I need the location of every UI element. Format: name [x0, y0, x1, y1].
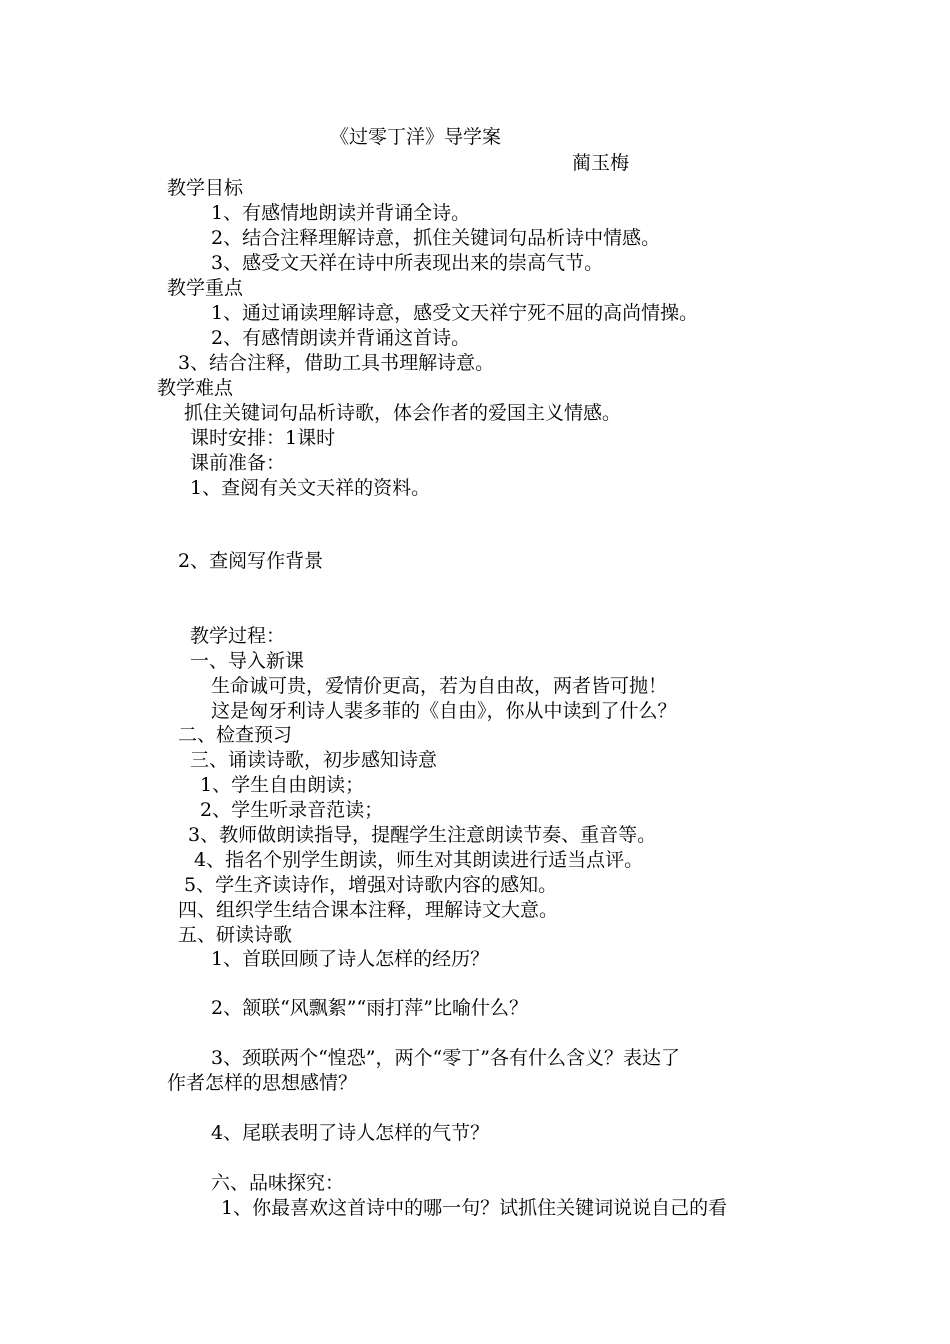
schedule-text: 课时安排：1课时 — [190, 427, 336, 449]
study-heading: 五、研读诗歌 — [178, 924, 293, 946]
difficulty-text: 抓住关键词句品析诗歌，体会作者的爱国主义情感。 — [184, 402, 622, 424]
difficulty-heading: 教学难点 — [157, 377, 234, 399]
study-question: 3、颈联两个“惶恐”，两个“零丁”各有什么含义？表达了 — [211, 1047, 680, 1069]
explore-heading: 六、品味探究： — [211, 1172, 345, 1194]
key-point-item: 1、通过诵读理解诗意，感受文天祥宁死不屈的高尚情操。 — [211, 302, 699, 324]
study-question: 2、颔联“风飘絮”“雨打萍”比喻什么？ — [211, 997, 528, 1019]
recite-heading: 三、诵读诗歌，初步感知诗意 — [190, 749, 438, 771]
prep-item: 2、查阅写作背景 — [178, 550, 324, 572]
study-question: 4、尾联表明了诗人怎样的气节？ — [211, 1122, 490, 1144]
author-name: 蔺玉梅 — [572, 152, 630, 174]
key-point-item: 3、结合注释，借助工具书理解诗意。 — [178, 352, 495, 374]
goal-item: 1、有感情地朗读并背诵全诗。 — [211, 202, 471, 224]
intro-line: 这是匈牙利诗人裴多菲的《自由》，你从中读到了什么？ — [211, 700, 677, 722]
key-points-heading: 教学重点 — [167, 277, 244, 299]
prep-heading: 课前准备： — [190, 452, 286, 474]
annotate-heading: 四、组织学生结合课本注释，理解诗文大意。 — [178, 899, 559, 921]
goals-heading: 教学目标 — [167, 177, 244, 199]
intro-heading: 一、导入新课 — [190, 650, 305, 672]
recite-item: 3、教师做朗读指导，提醒学生注意朗读节奏、重音等。 — [188, 824, 657, 846]
prep-item: 1、查阅有关文天祥的资料。 — [190, 477, 431, 499]
preview-heading: 二、检查预习 — [178, 724, 293, 746]
intro-line: 生命诚可贵，爱情价更高，若为自由故，两者皆可抛！ — [211, 675, 668, 697]
process-heading: 教学过程： — [190, 625, 286, 647]
explore-question: 1、你最喜欢这首诗中的哪一句？试抓住关键词说说自己的看 — [221, 1197, 728, 1219]
recite-item: 4、指名个别学生朗读，师生对其朗读进行适当点评。 — [194, 849, 644, 871]
recite-item: 5、学生齐读诗作，增强对诗歌内容的感知。 — [184, 874, 558, 896]
recite-item: 2、学生听录音范读； — [200, 799, 384, 821]
goal-item: 2、结合注释理解诗意，抓住关键词句品析诗中情感。 — [211, 227, 661, 249]
document-title: 《过零丁洋》导学案 — [330, 126, 502, 148]
study-question: 1、首联回顾了诗人怎样的经历？ — [211, 948, 490, 970]
key-point-item: 2、有感情朗读并背诵这首诗。 — [211, 327, 471, 349]
study-question-continued: 作者怎样的思想感情？ — [167, 1072, 358, 1094]
goal-item: 3、感受文天祥在诗中所表现出来的崇高气节。 — [211, 252, 604, 274]
recite-item: 1、学生自由朗读； — [200, 774, 365, 796]
